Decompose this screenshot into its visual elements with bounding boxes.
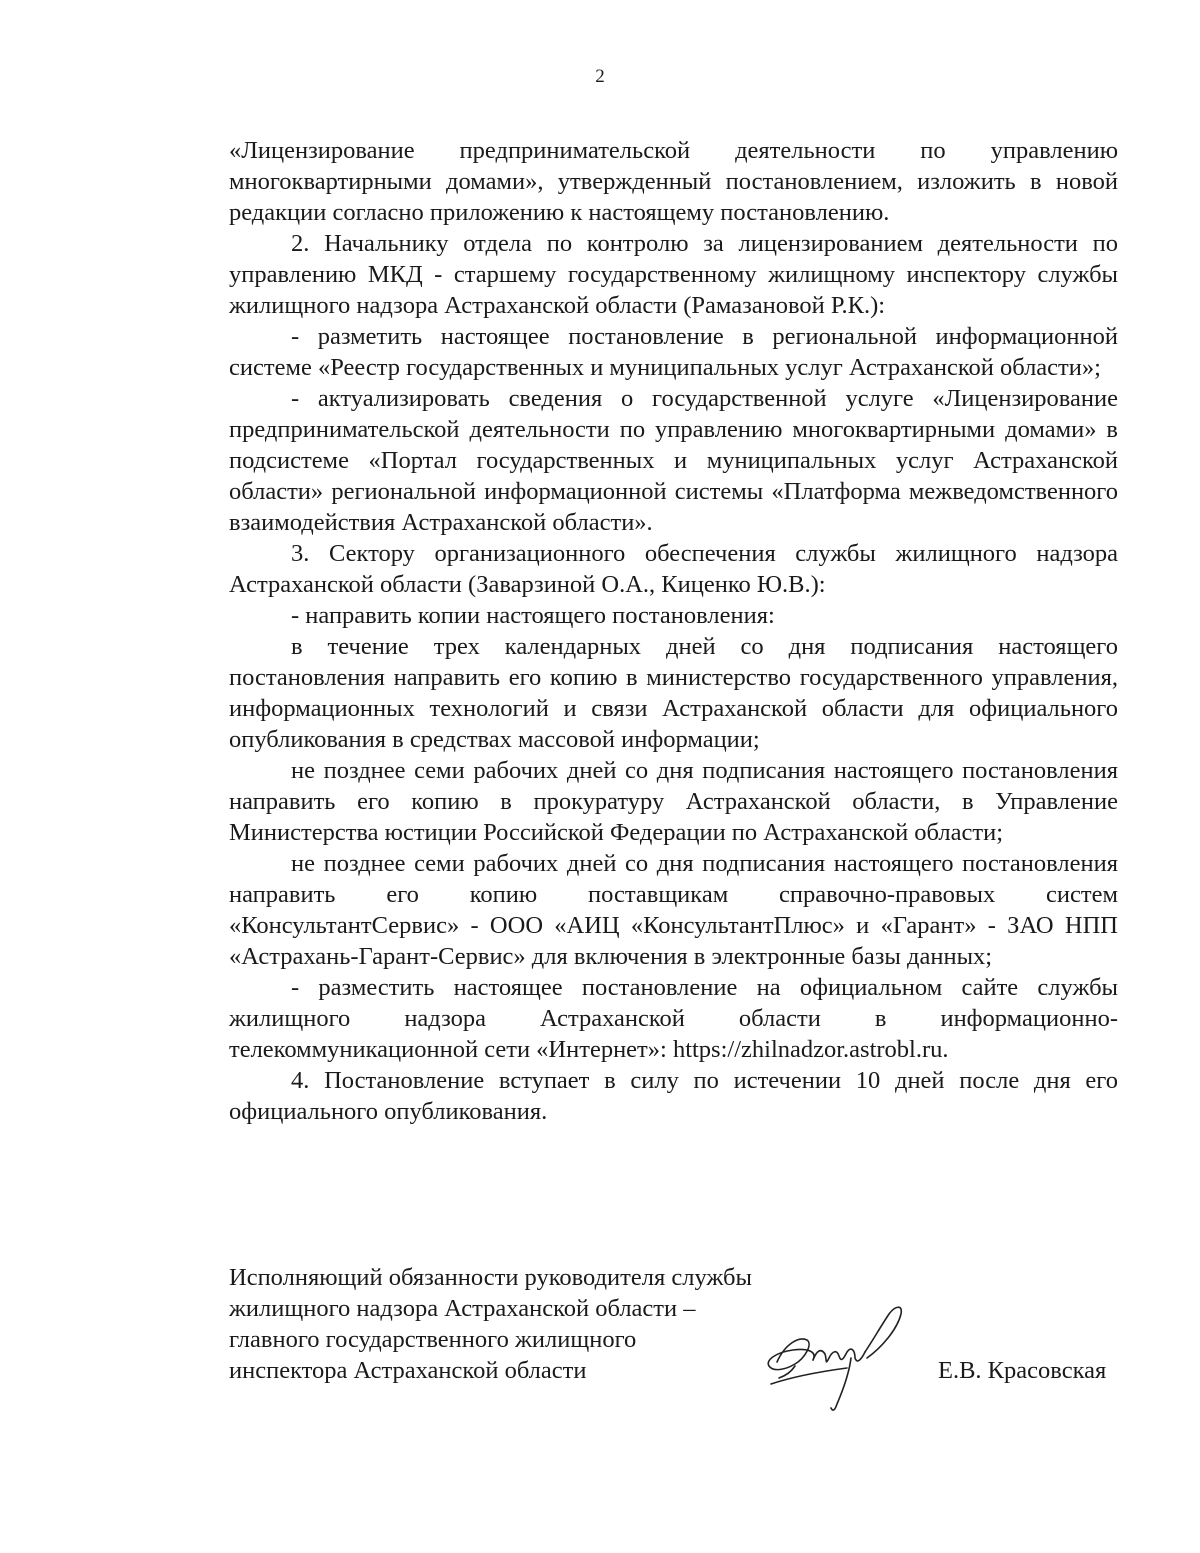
paragraph-item-3-prosecutor: не позднее семи рабочих дней со дня подписания настоящего постановления направить его копию в прокуратуру Астраханской области, в Управление Министерства юстиции Российской Федерации по Астраханской области; bbox=[229, 757, 1118, 846]
signatory-title-line: Исполняющий обязанности руководителя службы bbox=[229, 1264, 752, 1291]
signatory-title-line: главного государственного жилищного bbox=[229, 1326, 637, 1353]
document-body bbox=[229, 135, 1118, 1127]
paragraph-item-4: 4. Постановление вступает в силу по истечении 10 дней после дня его официального опубликования. bbox=[229, 1067, 1118, 1125]
signer-name: Е.В. Красовская bbox=[938, 1357, 1107, 1384]
paragraph-item-3-copies: - направить копии настоящего постановления: bbox=[291, 602, 775, 629]
paragraph-item-2: 2. Начальнику отдела по контролю за лицензированием деятельности по управлению МКД - старшему государственному жилищному инспектору службы жилищного надзора Астраханской области (Рамазановой Р.К.): bbox=[229, 230, 1118, 319]
paragraph-item-2-portal: - актуализировать сведения о государственной услуге «Лицензирование предпринимательской деятельности по управлению многоквартирными домами» в подсистеме «Портал государственных и муниципальных услуг Астраханской области» региональной информационной системы «Платформа межведомственного взаимодействия Астраханской области». bbox=[229, 385, 1118, 536]
paragraph-item-3-legal-systems: не позднее семи рабочих дней со дня подписания настоящего постановления направить его копию поставщикам справочно-правовых систем «КонсультантСервис» - ООО «АИЦ «КонсультантПлюс» и «Гарант» - ЗАО НПП «Астрахань-Гарант-Сервис» для включения в электронные базы данных; bbox=[229, 850, 1118, 970]
paragraph-item-3: 3. Сектору организационного обеспечения службы жилищного надзора Астраханской области (Заварзиной О.А., Киценко Ю.В.): bbox=[229, 540, 1118, 598]
paragraph-item-3-ministry: в течение трех календарных дней со дня подписания настоящего постановления направить его копию в министерство государственного управления, информационных технологий и связи Астраханской области для официального опубликования в средствах массовой информации; bbox=[229, 633, 1118, 753]
signatory-title bbox=[229, 1262, 789, 1386]
paragraph-item-2-registry: - разметить настоящее постановление в региональной информационной системе «Реестр государственных и муниципальных услуг Астраханской области»; bbox=[229, 323, 1118, 381]
signatory-title-line: жилищного надзора Астраханской области – bbox=[229, 1295, 696, 1322]
handwritten-signature bbox=[755, 1300, 925, 1420]
signatory-title-line: инспектора Астраханской области bbox=[229, 1357, 587, 1384]
paragraph-service-title: «Лицензирование предпринимательской деятельности по управлению многоквартирными домами», утвержденный постановлением, изложить в новой редакции согласно приложению к настоящему постановлению. bbox=[229, 137, 1118, 226]
page-number: 2 bbox=[595, 66, 605, 87]
paragraph-item-3-website: - разместить настоящее постановление на официальном сайте службы жилищного надзора Астраханской области в информационно-телекоммуникационной сети «Интернет»: https://zhilnadzor.astrobl.ru. bbox=[229, 974, 1118, 1063]
